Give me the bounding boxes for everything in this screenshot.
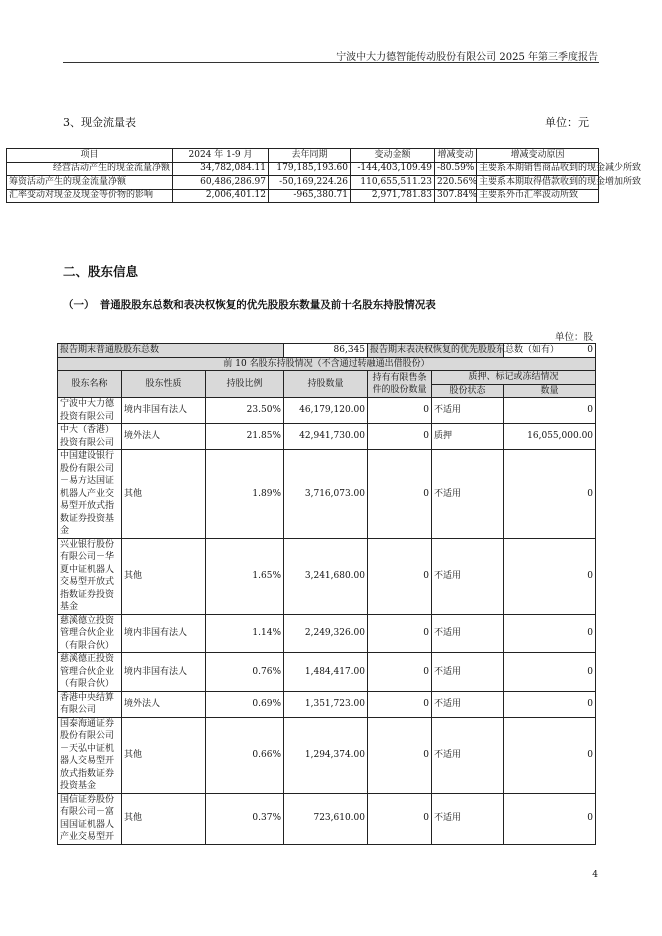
- cashflow-reason: 主要系本期取得借款收到的现金增加所致: [477, 176, 599, 190]
- shareholder-restricted: 0: [368, 450, 432, 539]
- shareholder-restricted: 0: [368, 424, 432, 450]
- shareholder-name: 中国建设银行股份有限公司－易方达国证机器人产业交易型开放式指数证券投资基金: [58, 450, 122, 539]
- shareholder-quantity: 1,351,723.00: [284, 691, 368, 717]
- shareholder-restricted: 0: [368, 653, 432, 692]
- cashflow-period: 60,486,286.97: [173, 176, 269, 190]
- cashflow-col-reason: 增减变动原因: [477, 149, 599, 163]
- total-shareholders-label: 报告期末普通股股东总数: [58, 344, 284, 358]
- cashflow-table: [6, 148, 642, 203]
- cashflow-col-period: 2024 年 1-9 月: [173, 149, 269, 163]
- shareholder-nature: 境外法人: [122, 691, 206, 717]
- table-row: [7, 189, 599, 203]
- shareholder-name: 香港中央结算有限公司: [58, 691, 122, 717]
- cashflow-change-amount: 110,655,511.23: [351, 176, 435, 190]
- cashflow-last-year: -965,380.71: [269, 189, 351, 203]
- col-pledge-count: 数量: [504, 384, 596, 398]
- shareholder-pledge-count: 0: [504, 691, 596, 717]
- shareholder-restricted: 0: [368, 717, 432, 793]
- shareholder-quantity: 3,716,073.00: [284, 450, 368, 539]
- table-row: [58, 793, 596, 844]
- cashflow-change-pct: -80.59%: [435, 162, 477, 176]
- cashflow-section-title: 3、现金流量表: [63, 116, 136, 129]
- shareholder-nature: 其他: [122, 793, 206, 844]
- shareholder-status: 不适用: [432, 653, 504, 692]
- shareholders-header-row: [58, 371, 596, 385]
- col-share-status: 股份状态: [432, 384, 504, 398]
- shareholder-status: 不适用: [432, 691, 504, 717]
- shareholder-name: 慈溪德正投资管理合伙企业（有限合伙）: [58, 653, 122, 692]
- table-row: [58, 653, 596, 692]
- shareholder-name: 国泰海通证券股份有限公司－天弘中证机器人交易型开放式指数证券投资基金: [58, 717, 122, 793]
- cashflow-col-change-pct: 增减变动: [435, 149, 477, 163]
- shareholder-ratio: 0.69%: [206, 691, 284, 717]
- shareholder-name: 国信证券股份有限公司－富国国证机器人产业交易型开: [58, 793, 122, 844]
- shareholder-name: 宁波中大力德投资有限公司: [58, 398, 122, 424]
- shareholder-pledge-count: 0: [504, 717, 596, 793]
- cashflow-last-year: -50,169,224.26: [269, 176, 351, 190]
- shareholder-pledge-count: 0: [504, 653, 596, 692]
- table-row: [58, 717, 596, 793]
- table-row: [7, 162, 599, 176]
- col-shareholder-nature: 股东性质: [122, 371, 206, 398]
- shareholder-status: 不适用: [432, 717, 504, 793]
- cashflow-change-amount: -144,403,109.49: [351, 162, 435, 176]
- preferred-shareholders-value: 0: [504, 344, 596, 358]
- shareholder-quantity: 723,610.00: [284, 793, 368, 844]
- shareholder-pledge-count: 0: [504, 614, 596, 653]
- cashflow-reason: 主要系外币汇率波动所致: [477, 189, 599, 203]
- shareholder-nature: 境内非国有法人: [122, 398, 206, 424]
- shareholder-ratio: 23.50%: [206, 398, 284, 424]
- shareholder-pledge-count: 0: [504, 398, 596, 424]
- shareholder-status: 不适用: [432, 793, 504, 844]
- shareholder-nature: 其他: [122, 717, 206, 793]
- shareholder-restricted: 0: [368, 691, 432, 717]
- total-shareholders-value: 86,345: [284, 344, 368, 358]
- table-row: [58, 614, 596, 653]
- cashflow-change-pct: 220.56%: [435, 176, 477, 190]
- table-row: [58, 691, 596, 717]
- cashflow-col-item: 项目: [7, 149, 173, 163]
- shareholder-quantity: 1,484,417.00: [284, 653, 368, 692]
- table-row: [58, 538, 596, 614]
- shareholder-ratio: 0.37%: [206, 793, 284, 844]
- cashflow-item: 经营活动产生的现金流量净额: [7, 162, 173, 176]
- shareholder-nature: 境内非国有法人: [122, 653, 206, 692]
- cashflow-change-pct: 307.84%: [435, 189, 477, 203]
- shareholders-section-title: 二、股东信息: [63, 264, 139, 279]
- col-shareholder-name: 股东名称: [58, 371, 122, 398]
- shareholder-status: 不适用: [432, 538, 504, 614]
- cashflow-item: 汇率变动对现金及现金等价物的影响: [7, 189, 173, 203]
- cashflow-item: 筹资活动产生的现金流量净额: [7, 176, 173, 190]
- cashflow-change-amount: 2,971,781.83: [351, 189, 435, 203]
- table-row: [58, 398, 596, 424]
- col-pledge-group: 质押、标记或冻结情况: [432, 371, 596, 385]
- shareholder-nature: 境内非国有法人: [122, 614, 206, 653]
- cashflow-reason: 主要系本期销售商品收到的现金减少所致: [477, 162, 599, 176]
- col-restricted-shares: 持有有限售条件的股份数量: [368, 371, 432, 398]
- shareholder-ratio: 21.85%: [206, 424, 284, 450]
- cashflow-period: 2,006,401.12: [173, 189, 269, 203]
- top10-title-row: [58, 357, 596, 371]
- cashflow-unit: 单位：元: [545, 116, 589, 129]
- shareholder-status: 不适用: [432, 450, 504, 539]
- table-row: [7, 176, 599, 190]
- shareholder-quantity: 42,941,730.00: [284, 424, 368, 450]
- page-header-title: 宁波中大力德智能传动股份有限公司 2025 年第三季度报告: [336, 52, 598, 63]
- shareholders-table: [57, 343, 596, 845]
- table-row: [58, 424, 596, 450]
- cashflow-last-year: 179,185,193.60: [269, 162, 351, 176]
- shareholder-nature: 境外法人: [122, 424, 206, 450]
- total-shareholders-row: [58, 344, 596, 358]
- shareholder-restricted: 0: [368, 614, 432, 653]
- shareholder-pledge-count: 0: [504, 538, 596, 614]
- shareholders-unit: 单位：股: [554, 332, 593, 343]
- cashflow-header-row: [7, 149, 599, 163]
- shareholder-ratio: 0.66%: [206, 717, 284, 793]
- shareholder-ratio: 1.89%: [206, 450, 284, 539]
- shareholder-quantity: 1,294,374.00: [284, 717, 368, 793]
- shareholder-ratio: 1.14%: [206, 614, 284, 653]
- shareholder-name: 中大（香港）投资有限公司: [58, 424, 122, 450]
- shareholders-subsection-title: （一） 普通股股东总数和表决权恢复的优先股股东数量及前十名股东持股情况表: [63, 299, 436, 311]
- shareholder-nature: 其他: [122, 538, 206, 614]
- shareholder-status: 不适用: [432, 614, 504, 653]
- shareholder-quantity: 46,179,120.00: [284, 398, 368, 424]
- shareholder-name: 兴业银行股份有限公司－华夏中证机器人交易型开放式指数证券投资基金: [58, 538, 122, 614]
- top10-title: 前 10 名股东持股情况（不含通过转融通出借股份）: [58, 357, 596, 371]
- col-holding-quantity: 持股数量: [284, 371, 368, 398]
- cashflow-col-change-amount: 变动金额: [351, 149, 435, 163]
- shareholder-status: 质押: [432, 424, 504, 450]
- table-row: [58, 450, 596, 539]
- shareholder-restricted: 0: [368, 538, 432, 614]
- cashflow-col-last-year: 去年同期: [269, 149, 351, 163]
- shareholder-restricted: 0: [368, 793, 432, 844]
- page-number: 4: [592, 870, 598, 880]
- shareholder-quantity: 2,249,326.00: [284, 614, 368, 653]
- col-holding-ratio: 持股比例: [206, 371, 284, 398]
- header-divider: [63, 62, 599, 63]
- shareholder-pledge-count: 0: [504, 793, 596, 844]
- shareholder-quantity: 3,241,680.00: [284, 538, 368, 614]
- shareholder-nature: 其他: [122, 450, 206, 539]
- shareholder-restricted: 0: [368, 398, 432, 424]
- shareholder-ratio: 1.65%: [206, 538, 284, 614]
- shareholder-ratio: 0.76%: [206, 653, 284, 692]
- shareholder-pledge-count: 0: [504, 450, 596, 539]
- shareholder-pledge-count: 16,055,000.00: [504, 424, 596, 450]
- shareholder-name: 慈溪德立投资管理合伙企业（有限合伙）: [58, 614, 122, 653]
- preferred-shareholders-label: 报告期末表决权恢复的优先股股东总数（如有）: [368, 344, 504, 358]
- cashflow-period: 34,782,084.11: [173, 162, 269, 176]
- shareholder-status: 不适用: [432, 398, 504, 424]
